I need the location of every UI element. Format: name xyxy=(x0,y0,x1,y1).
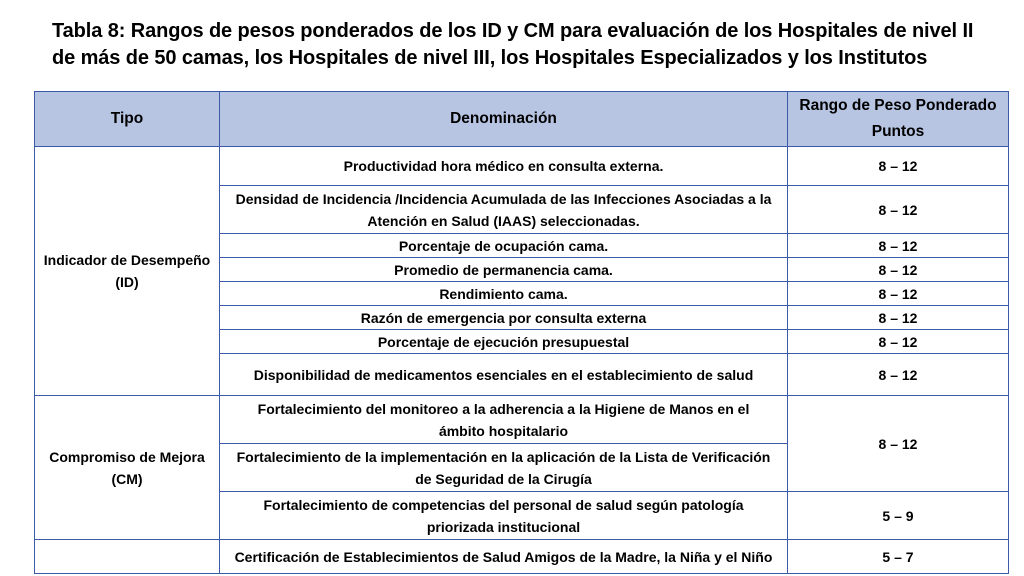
header-denominacion: Denominación xyxy=(220,92,788,147)
table-row xyxy=(35,396,1009,444)
rango-cell: 5 – 7 xyxy=(788,540,1009,574)
group-id-line-2: (ID) xyxy=(115,274,139,290)
denominacion-line-1: Densidad de Incidencia /Incidencia Acumulada de las Infecciones Asociadas a la xyxy=(235,190,772,207)
denominacion-cell: Productividad hora médico en consulta externa. xyxy=(220,147,788,186)
header-tipo: Tipo xyxy=(35,92,220,147)
rango-cell: 8 – 12 xyxy=(788,234,1009,258)
rango-cell: 8 – 12 xyxy=(788,186,1009,234)
group-id-line-1: Indicador de Desempeño xyxy=(43,252,211,268)
group-cm-line-1: Compromiso de Mejora xyxy=(49,448,205,465)
rango-cell: 8 – 12 xyxy=(788,330,1009,354)
rango-cell: 8 – 12 xyxy=(788,258,1009,282)
denominacion-cell: Razón de emergencia por consulta externa xyxy=(220,306,788,330)
weights-table xyxy=(34,91,1009,574)
denominacion-cell xyxy=(220,186,788,234)
rango-cell: 8 – 12 xyxy=(788,147,1009,186)
denominacion-line-1: Fortalecimiento de la implementación en la aplicación de la Lista de Verificación xyxy=(236,448,771,465)
rango-cell: 8 – 12 xyxy=(788,282,1009,306)
denominacion-line-2: ámbito hospitalario xyxy=(438,422,569,439)
empty-tipo-cell xyxy=(35,540,220,574)
title-line-1: Tabla 8: Rangos de pesos ponderados de los ID y CM para evaluación de los Hospitales de nivel II xyxy=(52,20,974,42)
table-row xyxy=(35,147,1009,186)
denominacion-cell: Promedio de permanencia cama. xyxy=(220,258,788,282)
rango-cell: 8 – 12 xyxy=(788,396,1009,492)
denominacion-cell: Porcentaje de ocupación cama. xyxy=(220,234,788,258)
group-cm-line-2: (CM) xyxy=(111,470,143,487)
page-title xyxy=(52,18,1002,72)
denominacion-cell: Rendimiento cama. xyxy=(220,282,788,306)
title-line-2: de más de 50 camas, los Hospitales de nivel III, los Hospitales Especializados y los Institutos xyxy=(52,47,928,69)
denominacion-cell: Porcentaje de ejecución presupuestal xyxy=(220,330,788,354)
header-rango-line-1: Rango de Peso Ponderado xyxy=(799,97,997,114)
table-row xyxy=(35,540,1009,574)
denominacion-line-2: Atención en Salud (IAAS) seleccionadas. xyxy=(367,212,640,229)
denominacion-cell: Certificación de Establecimientos de Salud Amigos de la Madre, la Niña y el Niño xyxy=(220,540,788,574)
denominacion-cell xyxy=(220,396,788,444)
denominacion-line-1: Fortalecimiento del monitoreo a la adherencia a la Higiene de Manos en el xyxy=(257,400,750,417)
group-cm-cell xyxy=(35,396,220,540)
header-rango xyxy=(788,92,1009,147)
denominacion-cell xyxy=(220,444,788,492)
group-id-cell xyxy=(35,147,220,396)
denominacion-line-2: priorizada institucional xyxy=(426,518,581,535)
rango-cell: 5 – 9 xyxy=(788,492,1009,540)
denominacion-line-2: de Seguridad de la Cirugía xyxy=(415,470,592,487)
denominacion-line-1: Fortalecimiento de competencias del personal de salud según patología xyxy=(263,496,744,513)
rango-cell: 8 – 12 xyxy=(788,354,1009,396)
rango-cell: 8 – 12 xyxy=(788,306,1009,330)
header-row xyxy=(35,92,1009,147)
denominacion-cell xyxy=(220,492,788,540)
denominacion-cell: Disponibilidad de medicamentos esenciales en el establecimiento de salud xyxy=(220,354,788,396)
header-rango-line-2: Puntos xyxy=(871,123,925,140)
